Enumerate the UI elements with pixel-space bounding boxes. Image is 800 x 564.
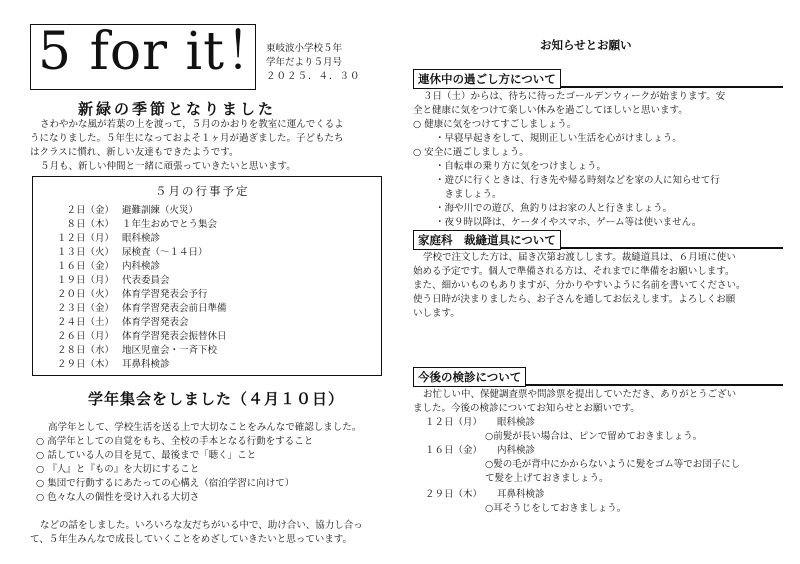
checkup-name: 耳鼻科検診 (497, 489, 545, 500)
assembly-title: 学年集会をしました（４月１０日） (88, 390, 345, 408)
checkup-note: て髪を上げておきましょう。 (485, 473, 609, 484)
circle-bullet-icon: ○ (36, 492, 45, 503)
checkups-line: ました。今後の検診についてお知らせとお願いです。 (413, 403, 640, 414)
checkup-note: ○前髪が長い場合は、ピンで留めておきましょう。 (485, 431, 703, 442)
circle-bullet-icon: ○ (36, 464, 45, 475)
holiday-section-title: 連休中の過ごし方について (413, 69, 561, 89)
safety-heading: ○ 安全に過ごしましょう。 (413, 147, 529, 158)
assembly-closing: て、５年生みんなで成長していくことをめざしていきたいと思っています。 (30, 534, 353, 545)
event-date: １９日（月） (56, 275, 114, 286)
sewing-line: また、細かいものもありますが、分かりやすいように名前を書いてください。 (413, 280, 746, 291)
assembly-point: ○ 集団で行動するにあたっての心構え（宿泊学習に向けて） (36, 478, 295, 489)
sewing-text (413, 251, 746, 321)
event-date: １６日（金） (56, 261, 114, 272)
newsletter-logo: 5 for it！ (38, 22, 279, 82)
assembly-point: ○ 『人』と『もの』を大切にすること (36, 464, 200, 475)
issue-name: 学年だより５月号 (266, 57, 343, 68)
checkup-note: ○耳そうじをしておきましょう。 (485, 503, 627, 514)
event-name: 内科検診 (122, 261, 161, 272)
event-name: 体育学習発表会予行 (122, 289, 208, 300)
greeting-line: ５月も、新しい仲間と一緒に頑張っていきたいと思います。 (40, 161, 296, 172)
event-date: １２日（月） (56, 233, 114, 244)
event-date: ２３日（金） (56, 303, 114, 314)
checkup-date: ２９日（木） (425, 489, 483, 500)
sewing-line: いします。 (413, 308, 460, 319)
greeting-line: さわやかな風が若葉の上を渡って，５月のかおりを教室に運んでくるよ (40, 119, 344, 130)
checkups-line: お忙しい中、保健調査票や問診票を提出していただき、ありがとうござい (423, 389, 737, 400)
event-date: ８日（木） (66, 219, 114, 230)
event-name: 体育学習発表会前日準備 (122, 303, 227, 314)
assembly-intro: 高学年として、学校生活を送る上で大切なことをみんなで確認しました。 (48, 422, 362, 433)
event-date: ２日（金） (66, 205, 114, 216)
sewing-line: 学校で注文した方は、届き次第お渡しします。裁縫道具は、６月頃に使い (423, 252, 736, 263)
safety-item: ・海や川での遊び、魚釣りはお家の人と行きましょう。 (435, 203, 673, 214)
notices-title: お知らせとお願い (540, 38, 632, 52)
checkup-name: 眼科検診 (497, 417, 536, 428)
event-name: 代表委員会 (122, 275, 170, 286)
circle-bullet-icon: ○ (36, 436, 45, 447)
assembly-point: ○ 話している人の目を見て、最後まで「聴く」こと (36, 450, 257, 461)
event-name: 避難訓練（火災） (122, 205, 199, 216)
sewing-section-title: 家庭科 裁縫道具について (413, 230, 561, 250)
holiday-line: ３日（土）からは、待ちに待ったゴールデンウィークが始まります。安 (423, 91, 726, 102)
health-item: ・早寝早起きをして、規則正しい生活を心がけましょう。 (435, 133, 682, 144)
event-date: ２６日（月） (56, 331, 114, 342)
circle-bullet-icon: ○ (36, 478, 45, 489)
checkup-note: ○髪の毛が背中にかからないように髪をゴム等でお団子にし (485, 459, 741, 470)
health-heading: ○ 健康に気をつけてすごしましょう。 (413, 119, 577, 130)
event-name: 地区児童会・一斉下校 (122, 345, 218, 356)
safety-item: きましょう。 (435, 189, 502, 200)
event-date: ２９日（木） (56, 359, 114, 370)
checkup-name: 内科検診 (497, 445, 536, 456)
sewing-line: 始める予定です。個人で準備される方は、それまでに準備をお願いします。 (413, 266, 735, 277)
checkups-section-title: 今後の検診について (413, 367, 526, 387)
event-name: 体育学習発表会振替休日 (122, 331, 227, 342)
event-date: ２４日（土） (56, 317, 114, 328)
event-date: ２８日（水） (56, 345, 114, 356)
checkup-date: １２日（月） (425, 417, 483, 428)
event-name: 体育学習発表会 (122, 317, 189, 328)
greeting-title: 新緑の季節となりました (78, 100, 277, 118)
event-name: 眼科検診 (122, 233, 161, 244)
safety-item: ・自転車の乗り方に気をつけましょう。 (435, 161, 607, 172)
holiday-text (413, 90, 725, 230)
event-schedule-title: ５月の行事予定 (155, 184, 250, 198)
event-date: １３日（火） (56, 247, 114, 258)
event-date: ２０日（火） (56, 289, 114, 300)
school-name: 東岐波小学校５年 (266, 43, 343, 54)
checkups-intro (413, 388, 736, 416)
event-name: １年生おめでとう集会 (122, 219, 218, 230)
sewing-line: 使う日時が決まりましたら、お子さんを通してお伝えします。よろしくお願 (413, 294, 736, 305)
greeting-line: うになりました。５年生になっておよそ１ヶ月が過ぎました。子どもたち (30, 133, 344, 144)
event-name: 尿検査（～１４日） (122, 247, 208, 258)
assembly-closing: などの話をしました。いろいろな友だちがいる中で、助け合い、協力し合っ (40, 520, 363, 531)
circle-bullet-icon: ○ (36, 450, 45, 461)
safety-item: ・夜９時以降は、ケータイやスマホ、ゲーム等は使いません。 (435, 217, 702, 228)
checkup-date: １６日（金） (425, 445, 483, 456)
greeting-line: はクラスに慣れ、新しい友達もできたようです。 (30, 147, 239, 158)
assembly-text (30, 421, 363, 547)
school-info (266, 42, 361, 84)
assembly-point: ○ 高学年としての自覚をもち、全校の手本となる行動をすること (36, 436, 314, 447)
issue-date: ２０２５．４．３０ (266, 71, 361, 82)
assembly-point: ○ 色々な人の個性を受け入れる大切さ (36, 492, 200, 503)
event-name: 耳鼻科検診 (122, 359, 170, 370)
greeting-text (30, 118, 344, 174)
holiday-line: 全と健康に気をつけて楽しい休みを過ごしてほしいと思います。 (413, 105, 688, 116)
event-list (36, 204, 366, 374)
safety-item: ・遊びに行くときは、行き先や帰る時刻などを家の人に知らせて行 (435, 175, 720, 186)
